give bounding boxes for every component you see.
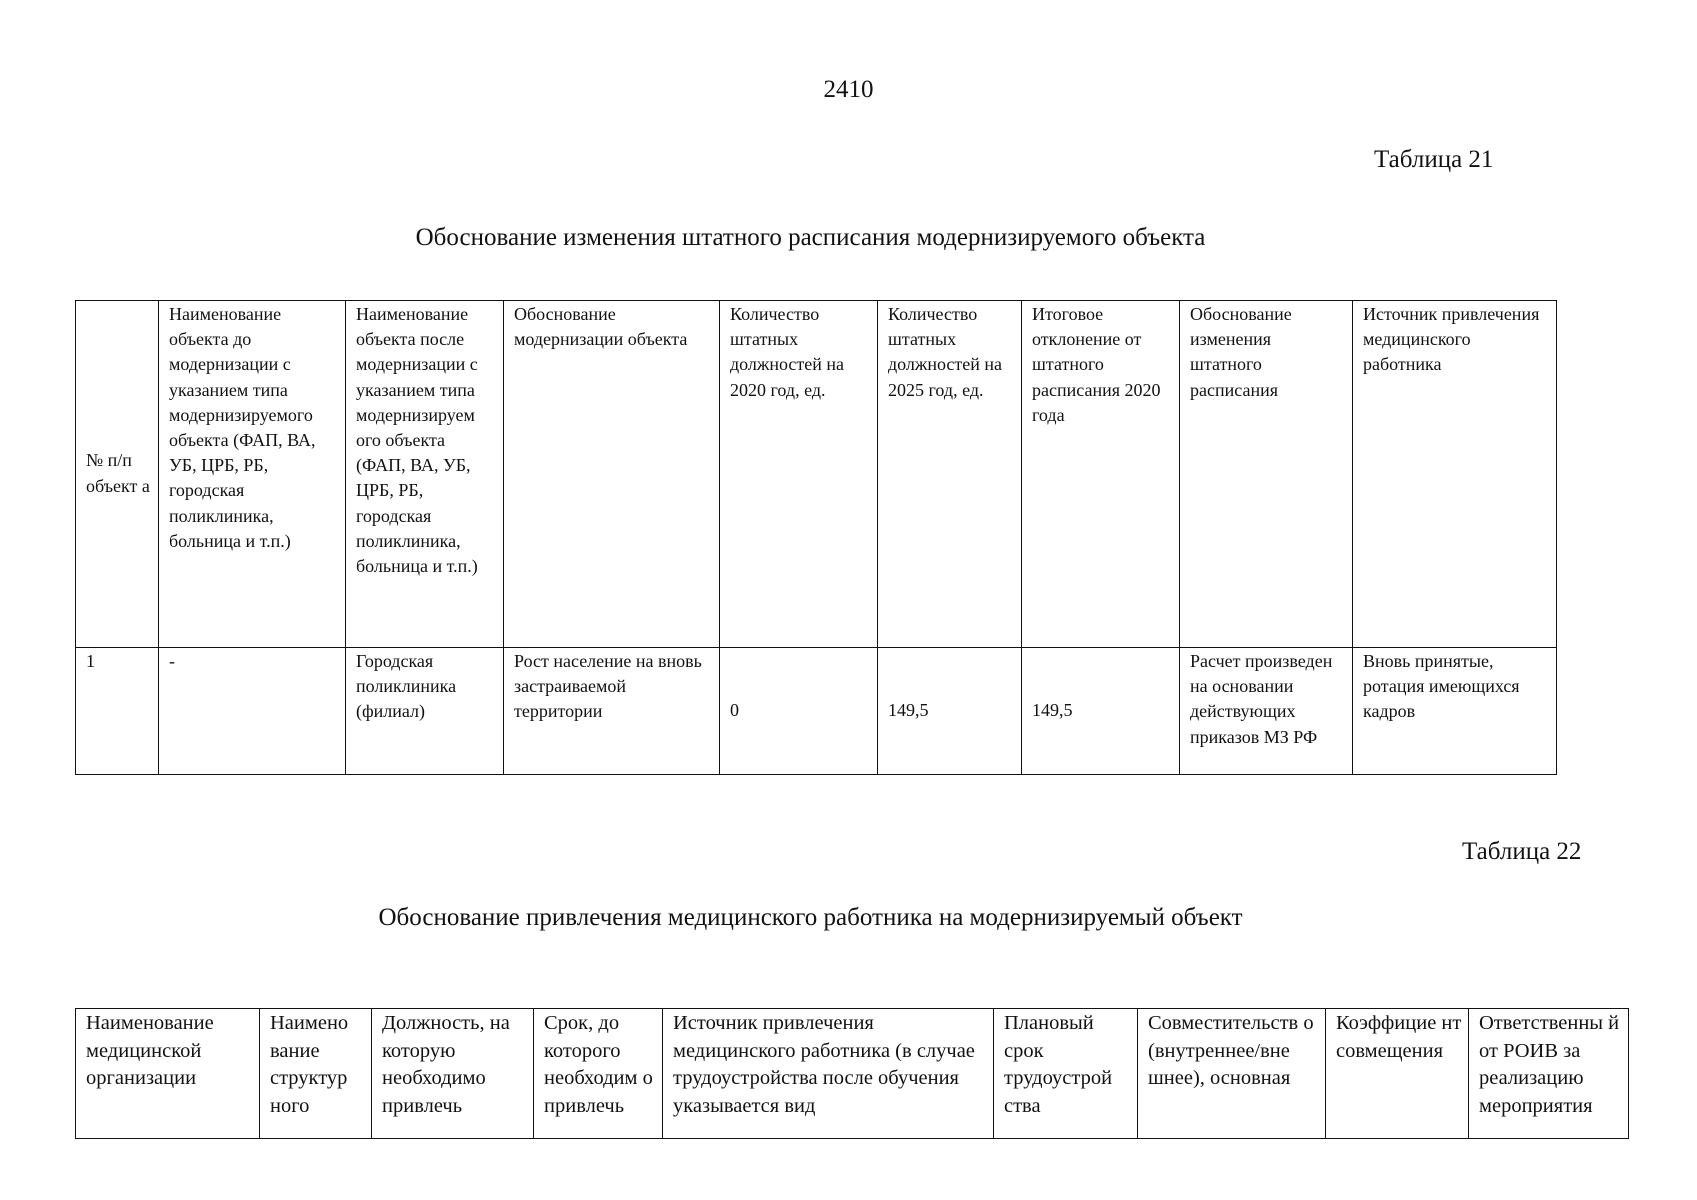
table-22-header-planned-date	[994, 1009, 1138, 1139]
table-21-cell-deviation: 149,5	[1022, 648, 1180, 775]
table-22-header-part-time	[1138, 1009, 1326, 1139]
table-21-header-staff-change-reason: Обоснование изменения штатного расписания	[1180, 301, 1353, 648]
table-22-header-planned-date-text: Плановый срок трудоустрой ства	[1004, 1012, 1113, 1117]
table-22-header-worker-source-text: Источник привлечения медицинского работника (в случае трудоустройства после обучения указывается вид	[673, 1012, 975, 1117]
table-22-title: Обоснование привлечения медицинского работника на модернизируемый объект	[378, 904, 1243, 931]
table-21-title: Обоснование изменения штатного расписания модернизируемого объекта	[415, 224, 1206, 251]
table-22-header-org-name	[76, 1009, 260, 1139]
table-21-header-row	[76, 301, 1557, 648]
table-21-cell-worker-source: Вновь принятые, ротация имеющихся кадров	[1353, 648, 1557, 775]
table-21-header-name-before: Наименование объекта до модернизации с указанием типа модернизируемого объекта (ФАП, ВА, УБ, ЦРБ, РБ, городская поликлиника, больница и т.п.)	[159, 301, 346, 648]
table-21-label: Таблица 21	[1374, 146, 1494, 173]
table-22-header-worker-source	[663, 1009, 994, 1139]
table-22-header-deadline-text: Срок, до которого необходим о привлечь	[544, 1012, 653, 1117]
table-22-header-deadline	[534, 1009, 663, 1139]
table-21-cell-name-after: Городская поликлиника (филиал)	[346, 648, 504, 775]
table-22-header-row	[76, 1009, 1629, 1139]
table-21-header-name-after: Наименование объекта после модернизации с указанием типа модернизируем ого объекта (ФАП, ВА, УБ, ЦРБ, РБ, городская поликлиника, больница и т.п.)	[346, 301, 504, 648]
table-21-header-modernization-reason: Обоснование модернизации объекта	[504, 301, 720, 648]
table-22-header-unit-name-text: Наимено вание структур ного	[270, 1012, 349, 1117]
table-22-header-position-text: Должность, на которую необходимо привлечь	[382, 1012, 510, 1117]
table-21-header-worker-source: Источник привлечения медицинского работника	[1353, 301, 1557, 648]
table-21-header-staff-2020: Количество штатных должностей на 2020 год, ед.	[720, 301, 878, 648]
table-22-header-coefficient-text: Коэффицие нт совмещения	[1336, 1012, 1462, 1062]
table-22	[75, 1008, 1629, 1139]
table-21-header-deviation: Итоговое отклонение от штатного расписания 2020 года	[1022, 301, 1180, 648]
table-22-header-unit-name	[260, 1009, 372, 1139]
table-22-header-org-name-text: Наименование медицинской организации	[86, 1012, 214, 1089]
table-21-cell-staff-2025: 149,5	[878, 648, 1022, 775]
table-21-cell-staff-2020: 0	[720, 648, 878, 775]
table-21-header-staff-2025: Количество штатных должностей на 2025 год, ед.	[878, 301, 1022, 648]
table-22-header-part-time-text: Совместительств о (внутреннее/вне шнее), основная	[1148, 1012, 1314, 1089]
table-21-cell-modernization-reason: Рост население на вновь застраиваемой территории	[504, 648, 720, 775]
table-22-header-responsible	[1469, 1009, 1629, 1139]
table-22-label: Таблица 22	[1462, 838, 1582, 865]
table-22-header-coefficient	[1326, 1009, 1469, 1139]
table-21-cell-name-before: -	[159, 648, 346, 775]
table-22-header-responsible-text: Ответственны й от РОИВ за реализацию мероприятия	[1479, 1012, 1620, 1117]
table-21	[75, 300, 1557, 775]
table-21-header-num: № п/п объект а	[76, 301, 159, 648]
table-22-header-position	[372, 1009, 534, 1139]
table-row	[76, 648, 1557, 775]
table-21-cell-staff-change-reason: Расчет произведен на основании действующих приказов МЗ РФ	[1180, 648, 1353, 775]
table-21-cell-num: 1	[76, 648, 159, 775]
page-number: 2410	[823, 76, 874, 103]
